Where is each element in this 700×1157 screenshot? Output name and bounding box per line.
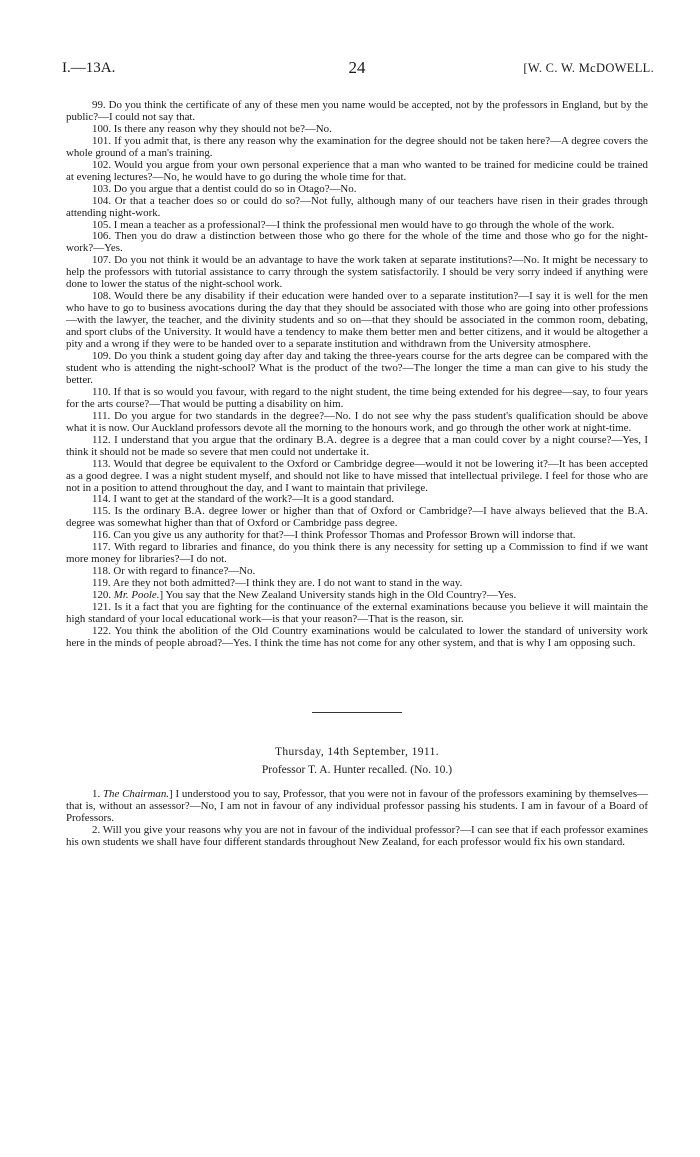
- witness-name-header: [W. C. W. McDOWELL.: [523, 61, 654, 75]
- page-number: 24: [348, 58, 366, 77]
- question-103: 103. Do you argue that a dentist could do so in Otago?—No.: [92, 182, 357, 195]
- question-120-text: You say that the New Zealand University stands high in the Old Country?—Yes.: [165, 589, 517, 602]
- testimony-body-hunter: [66, 788, 648, 848]
- question-2: 2. Will you give your reasons why you are not in favour of the individual professor?—I can see that if each professor examines his own students we shall have four different standards throughout New Zealand, for each professor would fix his own standard.: [66, 824, 648, 849]
- question-107: 107. Do you not think it would be an advantage to have the work taken at separate institutions?—No. It might be necessary to help the professors with tutorial assistance to carry through the system satisfactorily. I should be very sorry indeed if anything were done to lower the status of the night-school work.: [66, 254, 648, 291]
- question-102: 102. Would you argue from your own personal experience that a man who wanted to be trained for medicine could be trained at evening lectures?—No, he would have to go during the whole time for that.: [66, 158, 648, 183]
- question-113: 113. Would that degree be equivalent to the Oxford or Cambridge degree—would it not be lowering it?—It has been accepted as a good degree. I was a night student myself, and should not like to have missed that intellectual privilege. I feel for those who are not in a position to attend throughout the day, and I want to maintain that privilege.: [66, 457, 648, 494]
- question-120: 120. Mr. Poole.] You say that the New Zealand University stands high in the Old Country?—Yes.: [92, 589, 517, 602]
- question-104: 104. Or that a teacher does so or could do so?—Not fully, although many of our teachers have risen in their grades through attending night-work.: [66, 194, 648, 219]
- question-110: 110. If that is so would you favour, with regard to the night student, the time being extended for his degree—say, to four years for the arts course?—That would be putting a disability on him.: [66, 385, 648, 410]
- question-114: 114. I want to get at the standard of the work?—It is a good standard.: [92, 493, 395, 506]
- question-1-number: 1.: [92, 787, 101, 800]
- question-108: 108. Would there be any disability if their education were handed over to a separate institution?—I say it is well for the men who have to go to business avocations during the day that they should be associated with those who are going into other professions—with the lawyer, the teacher, and the divinity students and so on—that they should be associated in the common room, debating, and sport clubs of the University. It would have a tendency to make them better men and better citizens, and it would be altogether a pity and a wrong if they were to be handed over to a separate institution and withdrawn from the University atmosphere.: [66, 290, 648, 351]
- question-112: 112. I understand that you argue that the ordinary B.A. degree is a degree that a man could cover by a night course?—Yes, I think it should not be made so severe that men could not undertake it.: [66, 433, 648, 458]
- question-122: 122. You think the abolition of the Old Country examinations would be calculated to lower the standard of university work here in the minds of people abroad?—Yes. I think the time has not come for any other system, and that is why I am opposing such.: [66, 624, 648, 649]
- question-120-speaker: Mr. Poole.: [113, 589, 160, 602]
- testimony-body: [66, 100, 648, 650]
- paper-reference: I.—13A.: [62, 60, 116, 76]
- question-119: 119. Are they not both admitted?—I think they are. I do not want to stand in the way.: [92, 577, 463, 590]
- question-1-text: I understood you to say, Professor, that you were not in favour of the professors examining by themselves—that is, without an assessor?—No, I am not in favour of any individual professor passing his students. I am in favour of a Board of Professors.: [66, 787, 648, 825]
- witness-heading: Professor T. A. Hunter recalled. (No. 10.): [261, 763, 453, 776]
- question-100: 100. Is there any reason why they should not be?—No.: [92, 122, 332, 135]
- session-date: Thursday, 14th September, 1911.: [274, 745, 440, 758]
- question-117: 117. With regard to libraries and finance, do you think there is any necessity for setting up a Commission to find if we want more money for libraries?—I do not.: [66, 541, 648, 566]
- document-page: [62, 58, 654, 849]
- question-106: 106. Then you do draw a distinction between those who go there for the whole of the time and those who go for the night-work?—Yes.: [66, 230, 648, 255]
- question-1: 1. The Chairman.] I understood you to say, Professor, that you were not in favour of the professors examining by themselves—that is, without an assessor?—No, I am not in favour of any individual professor passing his students. I am in favour of a Board of Professors.: [66, 787, 648, 825]
- question-118: 118. Or with regard to finance?—No.: [92, 565, 256, 578]
- question-111: 111. Do you argue for two standards in the degree?—No. I do not see why the pass student's qualification should be above what it is now. Our Auckland professors devote all the morning to the honours work, and go through the other work at night-time.: [66, 409, 648, 434]
- question-99: 99. Do you think the certificate of any of these men you name would be accepted, not by the professors in England, but by the public?—I could not say that.: [66, 99, 648, 123]
- question-120-number: 120.: [92, 589, 112, 602]
- question-105: 105. I mean a teacher as a professional?—I think the professional men would have to go through the whole of the work.: [92, 218, 615, 231]
- page-header: [62, 58, 654, 82]
- section-divider: [312, 712, 402, 713]
- question-115: 115. Is the ordinary B.A. degree lower or higher than that of Oxford or Cambridge?—I have always believed that the B.A. degree was somewhat higher than that of Oxford or Cambridge pass degree.: [66, 505, 648, 530]
- question-121: 121. Is it a fact that you are fighting for the continuance of the external examinations because you believe it will maintain the high standard of your local educational work—is that your reason?—That is the reason, sir.: [66, 601, 648, 625]
- question-101: 101. If you admit that, is there any reason why the examination for the degree should not be taken here?—A degree covers the whole ground of a man's training.: [66, 134, 648, 159]
- question-116: 116. Can you give us any authority for that?—I think Professor Thomas and Professor Brown will indorse that.: [92, 529, 576, 542]
- question-109: 109. Do you think a student going day after day and taking the three-years course for the arts degree can be compared with the student who is attending the night-school? What is the product of the two?—The longer the time a man can give to his study the better.: [66, 350, 648, 386]
- question-1-speaker: The Chairman.: [102, 787, 170, 800]
